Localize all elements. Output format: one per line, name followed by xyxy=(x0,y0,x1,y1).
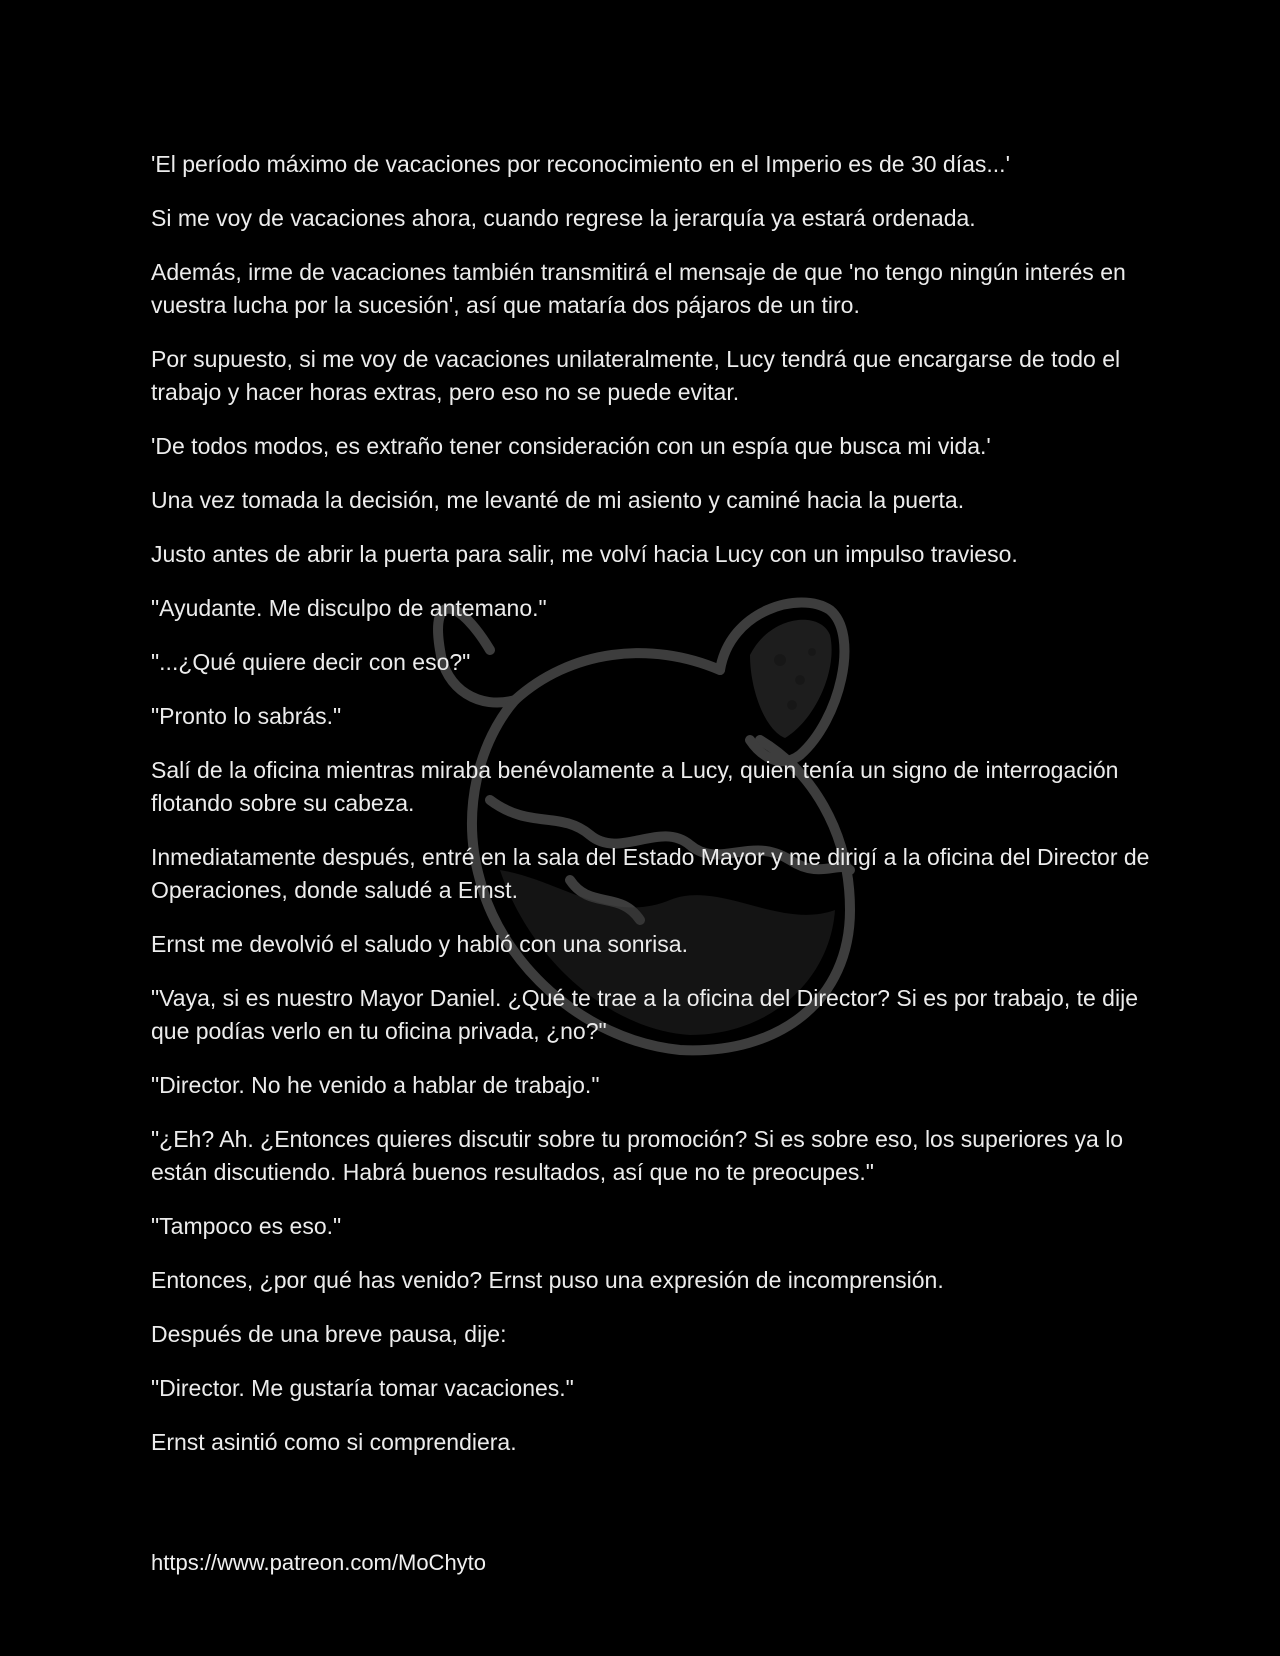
paragraph: Ernst asintió como si comprendiera. xyxy=(151,1429,517,1455)
paragraph: Por supuesto, si me voy de vacaciones unilateralmente, Lucy tendrá que encargarse de todo el trabajo y hacer horas extras, pero eso no se puede evitar. xyxy=(151,346,1121,405)
paragraph: 'El período máximo de vacaciones por reconocimiento en el Imperio es de 30 días...' xyxy=(151,151,1010,177)
paragraph: Si me voy de vacaciones ahora, cuando regrese la jerarquía ya estará ordenada. xyxy=(151,205,976,231)
paragraph: "Pronto lo sabrás." xyxy=(151,703,342,729)
paragraph: Entonces, ¿por qué has venido? Ernst puso una expresión de incomprensión. xyxy=(151,1267,944,1293)
paragraph: Una vez tomada la decisión, me levanté de mi asiento y caminé hacia la puerta. xyxy=(151,487,965,513)
paragraph: "Director. No he venido a hablar de trabajo." xyxy=(151,1072,600,1098)
paragraph: Justo antes de abrir la puerta para salir, me volví hacia Lucy con un impulso travieso. xyxy=(151,541,1018,567)
paragraph: "¿Eh? Ah. ¿Entonces quieres discutir sobre tu promoción? Si es sobre eso, los superiores ya lo están discutiendo. Habrá buenos resultados, así que no te preocupes." xyxy=(151,1126,1124,1185)
story-text xyxy=(151,148,1151,1480)
patreon-link[interactable]: https://www.patreon.com/MoChyto xyxy=(151,1550,487,1575)
paragraph: Además, irme de vacaciones también transmitirá el mensaje de que 'no tengo ningún interés en vuestra lucha por la sucesión', así que mataría dos pájaros de un tiro. xyxy=(151,259,1126,318)
paragraph: "Director. Me gustaría tomar vacaciones." xyxy=(151,1375,574,1401)
paragraph: Después de una breve pausa, dije: xyxy=(151,1321,507,1347)
paragraph: "Vaya, si es nuestro Mayor Daniel. ¿Qué te trae a la oficina del Director? Si es por trabajo, te dije que podías verlo en tu oficina privada, ¿no?" xyxy=(151,985,1138,1044)
paragraph: Salí de la oficina mientras miraba benévolamente a Lucy, quien tenía un signo de interrogación flotando sobre su cabeza. xyxy=(151,757,1119,816)
paragraph: Inmediatamente después, entré en la sala del Estado Mayor y me dirigí a la oficina del Director de Operaciones, donde saludé a Ernst. xyxy=(151,844,1150,903)
paragraph: "...¿Qué quiere decir con eso?" xyxy=(151,649,471,675)
paragraph: Ernst me devolvió el saludo y habló con una sonrisa. xyxy=(151,931,688,957)
paragraph: "Tampoco es eso." xyxy=(151,1213,342,1239)
paragraph: 'De todos modos, es extraño tener consideración con un espía que busca mi vida.' xyxy=(151,433,991,459)
paragraph: "Ayudante. Me disculpo de antemano." xyxy=(151,595,547,621)
